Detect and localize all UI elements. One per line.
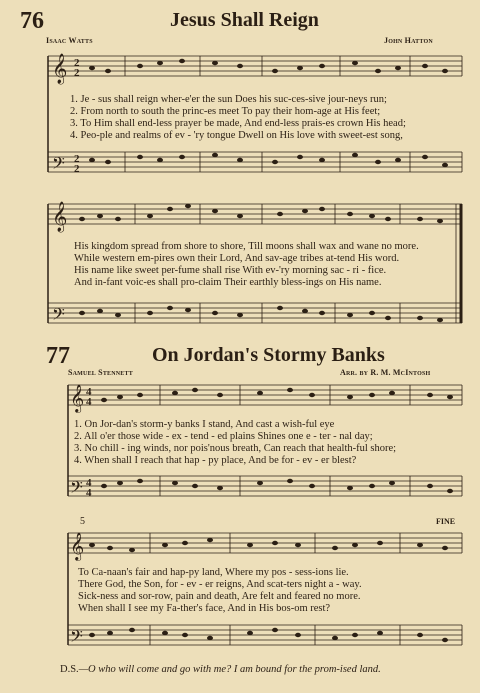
measure-number: 5 [80, 516, 85, 527]
hymn-77-music-credit: Arr. by R. M. McIntosh [340, 368, 431, 377]
verse-line: 2. From north to south the princ-es meet To pay their hom-age at His feet; [70, 106, 381, 117]
hymn-number-77: 77 [46, 343, 70, 369]
verse-line: When shall I see my Fa-ther's face, And in His bos-om rest? [78, 603, 331, 614]
ds-text: —O who will come and go with me? I am bound for the prom-ised land. [78, 664, 381, 675]
verse-line: 1. On Jor-dan's storm-y banks I stand, And cast a wish-ful eye [74, 419, 335, 430]
svg-text:𝄞: 𝄞 [70, 384, 85, 412]
svg-text:4: 4 [86, 386, 92, 398]
verse-line: And in-fant voic-es shall pro-claim Their earthly bless-ings on His name. [74, 277, 382, 288]
hymn-76-words-credit: Isaac Watts [46, 36, 93, 45]
hymn-number-76: 76 [20, 8, 44, 34]
verse-line: Sick-ness and sor-row, pain and death, Are felt and feared no more. [78, 591, 361, 602]
svg-text:4: 4 [86, 396, 92, 408]
verse-line: There God, the Son, for - ev - er reigns, And scat-ters night a - way. [78, 579, 362, 590]
svg-text:𝄢: 𝄢 [52, 304, 65, 328]
verse-line: 3. To Him shall end-less prayer be made, And end-less prais-es crown His head; [70, 118, 406, 129]
verse-line: His kingdom spread from shore to shore, Till moons shall wax and wane no more. [74, 241, 419, 252]
svg-text:2: 2 [74, 163, 80, 175]
hymn-77-verses-part2 [78, 567, 362, 615]
ds-label: D.S. [60, 664, 79, 675]
svg-text:2: 2 [74, 57, 80, 69]
verse-line: 4. When shall I reach that hap - py place, And be for - ev - er blest? [74, 455, 357, 466]
svg-text:𝄞: 𝄞 [52, 202, 68, 232]
hymn-77-words-credit: Samuel Stennett [68, 368, 133, 377]
verse-line: 3. No chill - ing winds, nor pois'nous breath, Can reach that health-ful shore; [74, 443, 397, 454]
verse-line: To Ca-naan's fair and hap-py land, Where my pos - sess-ions lie. [78, 567, 349, 578]
dal-segno-refrain [60, 664, 381, 675]
svg-text:𝄢: 𝄢 [70, 626, 83, 650]
hymn-title-77: On Jordan's Stormy Banks [152, 344, 385, 366]
verse-line: While western em-pires own their Lord, And sav-age tribes at-tend His word. [74, 253, 400, 264]
hymn-76-music-credit: John Hatton [384, 36, 433, 45]
svg-text:𝄢: 𝄢 [52, 153, 65, 177]
svg-text:2: 2 [74, 67, 80, 79]
svg-text:𝄢: 𝄢 [70, 477, 83, 501]
svg-text:4: 4 [86, 477, 92, 489]
fine-marking: FINE [436, 517, 456, 526]
svg-text:𝄞: 𝄞 [52, 54, 68, 84]
svg-text:𝄞: 𝄞 [70, 532, 85, 560]
svg-text:4: 4 [86, 487, 92, 499]
verse-line: 4. Peo-ple and realms of ev - 'ry tongue Dwell on His love with sweet-est song, [70, 130, 403, 141]
verse-line: 1. Je - sus shall reign wher-e'er the sun Does his suc-ces-sive jour-neys run; [70, 94, 387, 105]
verse-line: 2. All o'er those wide - ex - tend - ed plains Shines one e - ter - nal day; [74, 431, 373, 442]
verse-line: His name like sweet per-fume shall rise With ev-'ry morning sac - ri - fice. [74, 265, 387, 276]
hymn-title-76: Jesus Shall Reign [170, 9, 319, 31]
svg-text:2: 2 [74, 153, 80, 165]
